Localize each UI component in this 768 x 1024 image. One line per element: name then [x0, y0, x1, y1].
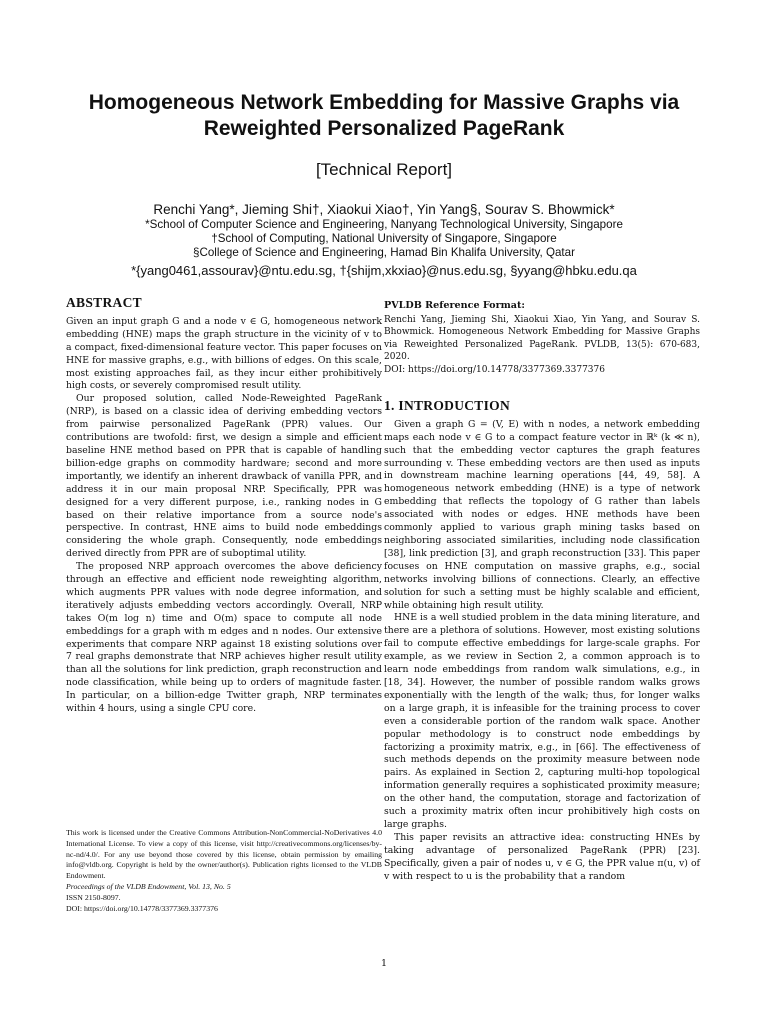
abstract-paragraph: Given an input graph G and a node v ∈ G, homogeneous network embedding (HNE) maps the graph structure in the vicinity of v to a compact, fixed-dimensional feature vector. This paper focuses on HNE for massive graphs, e.g., with billions of edges. On this scale, most existing approaches fail, as they incur either prohibitively high costs, or severely compromised result utility.	[66, 315, 382, 392]
abstract-paragraph: The proposed NRP approach overcomes the above deficiency through an effective and efficient node reweighting algorithm, which augments PPR values with node degree information, and iteratively adjusts embedding vectors accordingly. Overall, NRP takes O(m log n) time and O(m) space to compute all node embeddings for a graph with m edges and n nodes. Our extensive experiments that compare NRP against 18 existing solutions over 7 real graphs demonstrate that NRP achieves higher result utility than all the solutions for link prediction, graph reconstruction and node classification, while being up to orders of magnitude faster. In particular, on a billion-edge Twitter graph, NRP terminates within 4 hours, using a single CPU core.	[66, 561, 382, 715]
abstract-heading: ABSTRACT	[66, 295, 142, 310]
page-number: 1	[380, 958, 388, 969]
affiliation-nus: †School of Computing, National University of Singapore, Singapore	[211, 232, 557, 245]
pvldb-reference-text: Renchi Yang, Jieming Shi, Xiaokui Xiao, Yin Yang, and Sourav S. Bhowmick. Homogeneous Network Embedding for Massive Graphs via Reweighted Personalized PageRank. PVLDB, 13(5): 670-683, 2020.	[384, 314, 700, 363]
pvldb-reference-heading: PVLDB Reference Format:	[384, 300, 525, 311]
pvldb-reference-doi: DOI: https://doi.org/10.14778/3377369.3377376	[384, 364, 605, 375]
introduction-paragraph: This paper revisits an attractive idea: constructing HNEs by taking advantage of personalized PageRank (PPR) [23]. Specifically, given a pair of nodes u, v ∈ G, the PPR value π(u, v) of v with respect to u is the probability that a random	[384, 831, 700, 882]
license-text: This work is licensed under the Creative Commons Attribution-NonCommercial-NoDerivatives 4.0 International License. To view a copy of this license, visit http://creativecommons.org/licenses/by-nc-nd/4.0/. For any use beyond those covered by this license, obtain permission by emailing info@vldb.org. Copyright is held by the owner/author(s). Publication rights licensed to the VLDB Endowment.	[66, 828, 382, 881]
affiliations	[40, 218, 728, 260]
doi-line: DOI: https://doi.org/10.14778/3377369.3377376	[66, 903, 218, 913]
left-column	[66, 297, 382, 716]
license-footnote	[66, 828, 382, 914]
paper-subtitle: [Technical Report]	[315, 160, 453, 179]
introduction-paragraph: HNE is a well studied problem in the data mining literature, and there are a plethora of solutions. However, most existing solutions fail to compute effective embeddings for large-scale graphs. For example, as we review in Section 2, a common approach is to learn node embeddings from random walk simulations, e.g., in [18, 34]. However, the number of possible random walks grows exponentially with the length of the walk; thus, for longer walks on a large graph, it is infeasible for the training process to cover even a considerable portion of the random walk space. Another popular methodology is to construct node embeddings by factorizing a proximity matrix, e.g., in [66]. The effectiveness of such methods depends on the proximity measure between node pairs. As explained in Section 2, capturing multi-hop topological information generally requires a sophisticated proximity measure; on the other hand, the computation, storage and factorization of such a proximity matrix often incur prohibitively high costs on large graphs.	[384, 612, 700, 830]
proceedings-line: Proceedings of the VLDB Endowment, Vol. 13, No. 5	[66, 881, 231, 891]
issn-line: ISSN 2150-8097.	[66, 892, 121, 902]
author-emails: *{yang0461,assourav}@ntu.edu.sg, †{shijm,xkxiao}@nus.edu.sg, §yyang@hbku.edu.qa	[131, 263, 637, 278]
right-column	[384, 300, 700, 883]
author-list: Renchi Yang*, Jieming Shi†, Xiaokui Xiao†, Yin Yang§, Sourav S. Bhowmick*	[153, 202, 615, 217]
paper-title: Homogeneous Network Embedding for Massive Graphs via Reweighted Personalized PageRank	[88, 91, 680, 140]
affiliation-hbku: §College of Science and Engineering, Hamad Bin Khalifa University, Qatar	[193, 246, 575, 259]
affiliation-ntu: *School of Computer Science and Engineering, Nanyang Technological University, Singapore	[145, 218, 623, 231]
abstract-paragraph: Our proposed solution, called Node-Reweighted PageRank (NRP), is based on a classic idea of deriving embedding vectors from pairwise personalized PageRank (PPR) values. Our contributions are twofold: first, we design a simple and efficient baseline HNE method based on PPR that is capable of handling billion-edge graphs on commodity hardware; second and more importantly, we identify an inherent drawback of vanilla PPR, and address it in our main proposal NRP. Specifically, PPR was designed for a very different purpose, i.e., ranking nodes in G based on their relative importance from a source node's perspective. In contrast, HNE aims to build node embeddings considering the whole graph. Consequently, node embeddings derived directly from PPR are of suboptimal utility.	[66, 393, 382, 560]
introduction-heading: 1. INTRODUCTION	[384, 397, 511, 413]
introduction-paragraph: Given a graph G = (V, E) with n nodes, a network embedding maps each node v ∈ G to a compact feature vector in ℝᵏ (k ≪ n), such that the embedding vector captures the graph features surrounding v. These embedding vectors are then used as inputs in downstream machine learning operations [44, 49, 58]. A homogeneous network embedding (HNE) is a type of network embedding that reflects the topology of G rather than labels associated with nodes or edges. HNE methods have been commonly applied to various graph mining tasks based on neighboring associated similarities, including node classification [38], link prediction [3], and graph reconstruction [33]. This paper focuses on HNE computation on massive graphs, e.g., social networks involving billions of connections. Clearly, an effective solution for such a setting must be highly scalable and efficient, while obtaining high result utility.	[384, 418, 700, 611]
